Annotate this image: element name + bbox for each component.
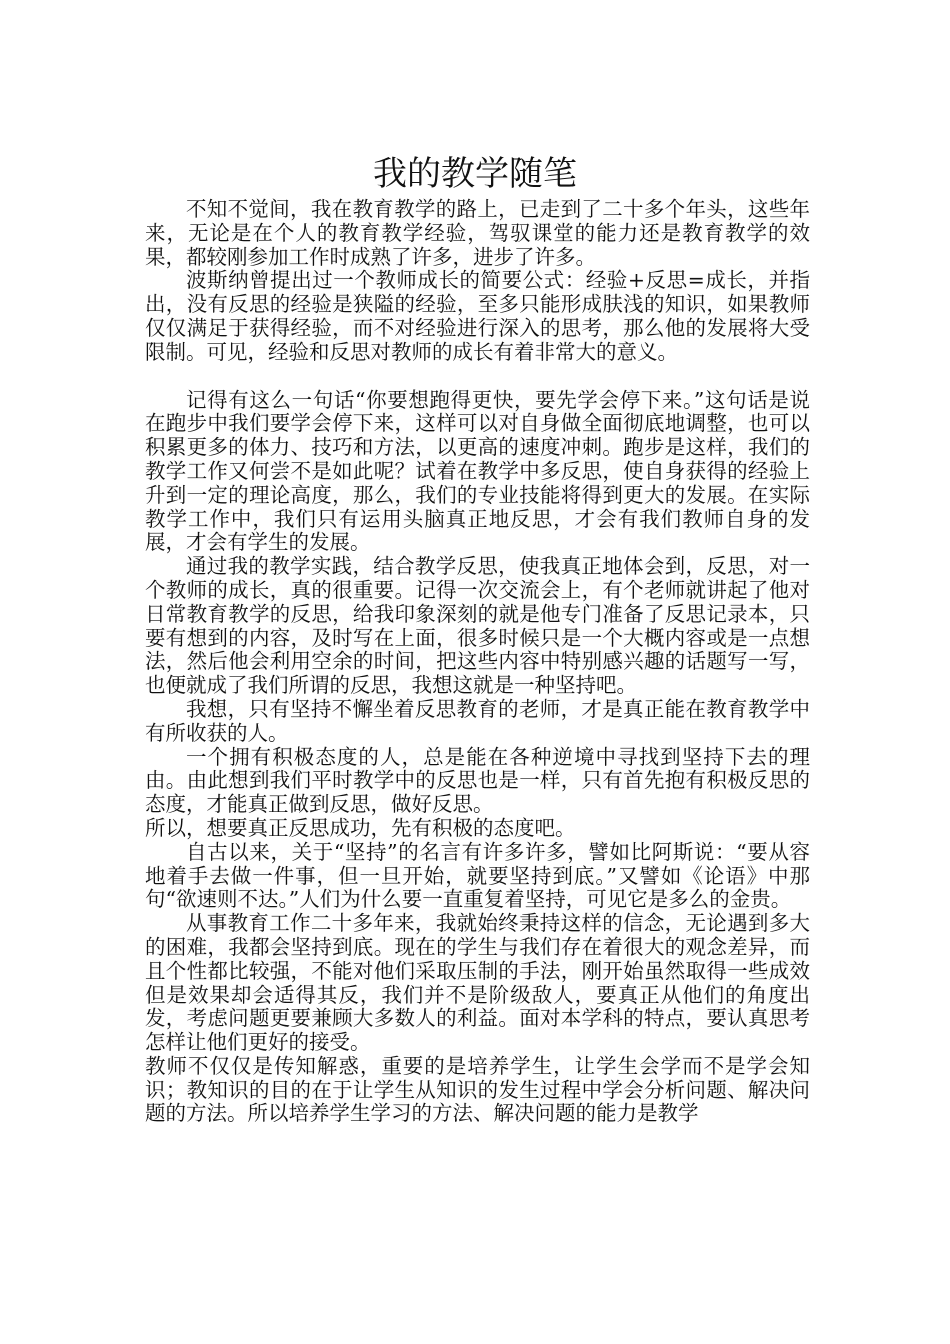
- paragraph-10: 教师不仅仅是传知解惑，重要的是培养学生，让学生会学而不是学会知识；教知识的目的在于让学生从知识的发生过程中学会分析问题、解决问题的方法。所以培养学生学习的方法、解决问题的能力是教学: [145, 1053, 810, 1126]
- document-body: [145, 198, 810, 1126]
- document-title: 我的教学随笔: [373, 154, 577, 194]
- paragraph-9: 从事教育工作二十多年来，我就始终秉持这样的信念，无论遇到多大的困难，我都会坚持到底。现在的学生与我们存在着很大的观念差异，而且个性都比较强，不能对他们采取压制的手法，刚开始虽然取得一些成效但是效果却会适得其反，我们并不是阶级敌人，要真正从他们的角度出发，考虑问题更要兼顾大多数人的利益。面对本学科的特点，要认真思考怎样让他们更好的接受。: [145, 911, 810, 1055]
- paragraph-spacer: [145, 365, 810, 389]
- paragraph-8: 自古以来，关于“坚持”的名言有许多许多，譬如比阿斯说：“要从容地着手去做一件事，但一旦开始，就要坚持到底。”又譬如《论语》中那句“欲速则不达。”人们为什么要一直重复着坚持，可见它是多么的金贵。: [145, 839, 810, 912]
- paragraph-4: 通过我的教学实践，结合教学反思，使我真正地体会到，反思，对一个教师的成长，真的很重要。记得一次交流会上，有个老师就讲起了他对日常教育教学的反思，给我印象深刻的就是他专门准备了反思记录本，只要有想到的内容，及时写在上面，很多时候只是一个大概内容或是一点想法，然后他会利用空余的时间，把这些内容中特别感兴趣的话题写一写，也便就成了我们所谓的反思，我想这就是一种坚持吧。: [145, 554, 810, 698]
- paragraph-6: 一个拥有积极态度的人，总是能在各种逆境中寻找到坚持下去的理由。由此想到我们平时教学中的反思也是一样，只有首先抱有积极反思的态度，才能真正做到反思，做好反思。: [145, 744, 810, 817]
- paragraph-1: 不知不觉间，我在教育教学的路上，已走到了二十多个年头，这些年来，无论是在个人的教育教学经验，驾驭课堂的能力还是教育教学的效果，都较刚参加工作时成熟了许多，进步了许多。: [145, 197, 810, 269]
- paragraph-2: 波斯纳曾提出过一个教师成长的简要公式：经验+反思=成长，并指出，没有反思的经验是狭隘的经验，至多只能形成肤浅的知识，如果教师仅仅满足于获得经验，而不对经验进行深入的思考，那么他的发展将大受限制。可见，经验和反思对教师的成长有着非常大的意义。: [145, 268, 810, 364]
- paragraph-5: 我想，只有坚持不懈坐着反思教育的老师，才是真正能在教育教学中有所收获的人。: [145, 696, 810, 745]
- paragraph-3: 记得有这么一句话“你要想跑得更快，要先学会停下来。”这句话是说在跑步中我们要学会停下来，这样可以对自身做全面彻底地调整，也可以积累更多的体力、技巧和方法，以更高的速度冲刺。跑步是这样，我们的教学工作又何尝不是如此呢？试着在教学中多反思，使自身获得的经验上升到一定的理论高度，那么，我们的专业技能将得到更大的发展。在实际教学工作中，我们只有运用头脑真正地反思，才会有我们教师自身的发展，才会有学生的发展。: [145, 387, 810, 555]
- paragraph-7: 所以，想要真正反思成功，先有积极的态度吧。: [145, 815, 576, 840]
